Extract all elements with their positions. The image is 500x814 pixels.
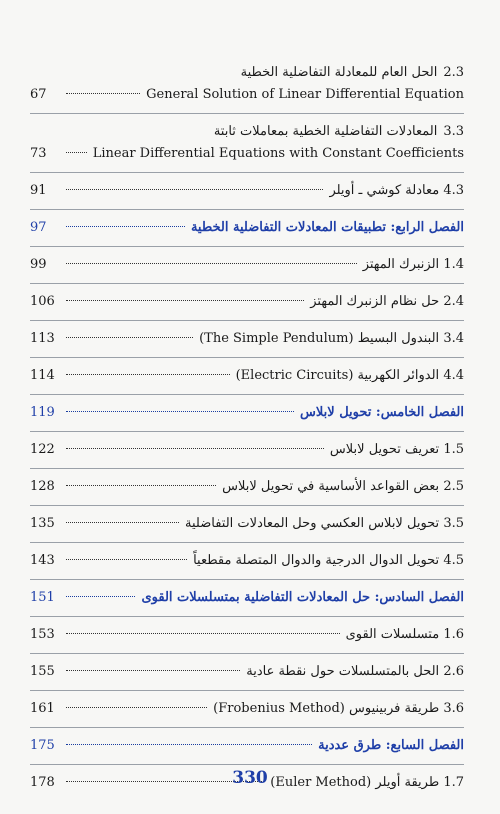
dot-leader (66, 559, 187, 560)
chapter-title: الفصل السادس: حل المعادلات التفاضلية بمتسلسلات القوى (141, 590, 464, 605)
toc-entry-row[interactable] (30, 626, 464, 644)
toc-entry-row[interactable] (30, 293, 464, 311)
toc-chapter-row[interactable] (30, 589, 464, 607)
dot-leader (66, 448, 324, 449)
toc-divider (30, 690, 464, 691)
toc-divider (30, 113, 464, 114)
toc-divider (30, 653, 464, 654)
toc-entry-title: 3.4 البندول البسيط (The Simple Pendulum) (199, 331, 464, 346)
toc-page-number: 73 (30, 146, 47, 161)
dot-leader (66, 485, 216, 486)
table-of-contents (30, 64, 464, 801)
dot-leader (66, 374, 230, 375)
section-title-arabic: المعادلات التفاضلية الخطية بمعاملات ثابتة (213, 124, 438, 139)
dot-leader (66, 522, 179, 523)
toc-divider (30, 320, 464, 321)
toc-entry-title: 4.4 الدوائر الكهربية (Electric Circuits) (235, 368, 464, 383)
toc-page-number: 178 (30, 775, 55, 790)
toc-divider (30, 394, 464, 395)
toc-divider (30, 283, 464, 284)
toc-entry-row[interactable] (30, 256, 464, 274)
toc-divider (30, 505, 464, 506)
toc-entry-row[interactable] (30, 145, 464, 163)
chapter-title: الفصل السابع: طرق عددية (318, 738, 464, 753)
dot-leader (66, 707, 207, 708)
toc-page-number: 155 (30, 664, 55, 679)
toc-entry-row[interactable] (30, 330, 464, 348)
page-number: 330 (232, 768, 268, 788)
toc-entry-title: 1.6 متسلسلات القوى (345, 627, 464, 642)
toc-chapter-row[interactable] (30, 219, 464, 237)
toc-divider (30, 579, 464, 580)
dot-leader (66, 411, 294, 412)
toc-entry-title: 4.5 تحويل الدوال الدرجية والدوال المتصلة مقطعياً (193, 553, 464, 568)
toc-divider (30, 542, 464, 543)
toc-page-number: 91 (30, 183, 47, 198)
toc-entry-row[interactable] (30, 367, 464, 385)
toc-divider (30, 357, 464, 358)
section-number: 3.3 (443, 124, 464, 139)
toc-page-number: 151 (30, 590, 55, 605)
dot-leader (66, 226, 185, 227)
toc-entry-row[interactable] (30, 515, 464, 533)
dot-leader (66, 670, 240, 671)
toc-entry-row[interactable] (30, 86, 464, 104)
toc-page-number: 106 (30, 294, 55, 309)
chapter-title: الفصل الرابع: تطبيقات المعادلات التفاضلية الخطية (190, 220, 464, 235)
toc-divider (30, 616, 464, 617)
toc-divider (30, 727, 464, 728)
toc-page-number: 128 (30, 479, 55, 494)
toc-chapter-row[interactable] (30, 737, 464, 755)
section-number: 2.3 (443, 65, 464, 80)
toc-entry-row[interactable] (30, 182, 464, 200)
dot-leader (66, 744, 312, 745)
toc-page-number: 67 (30, 87, 47, 102)
toc-entry-title: Linear Differential Equations with Constant Coefficients (92, 146, 464, 161)
toc-entry-title: 2.5 بعض القواعد الأساسية في تحويل لابلاس (222, 479, 464, 494)
toc-divider (30, 246, 464, 247)
toc-page-number: 143 (30, 553, 55, 568)
toc-divider (30, 431, 464, 432)
toc-entry-row[interactable] (30, 663, 464, 681)
toc-page-number: 161 (30, 701, 55, 716)
dot-leader (66, 93, 140, 94)
toc-entry-title: 4.3 معادلة كوشي ـ أويلر (329, 183, 464, 198)
toc-divider (30, 172, 464, 173)
toc-page-number: 175 (30, 738, 55, 753)
toc-entry-title: 1.5 تعريف تحويل لابلاس (329, 442, 464, 457)
toc-entry-row[interactable] (30, 552, 464, 570)
dot-leader (66, 633, 340, 634)
dot-leader (66, 189, 323, 190)
dot-leader (66, 263, 357, 264)
toc-entry-row[interactable] (30, 700, 464, 718)
toc-entry-row[interactable] (30, 478, 464, 496)
toc-page-number: 119 (30, 405, 55, 420)
toc-entry-title: 1.4 الزنبرك المهتز (362, 257, 464, 272)
toc-page-number: 135 (30, 516, 55, 531)
toc-entry-title: 2.4 حل نظام الزنبرك المهتز (310, 294, 464, 309)
toc-divider (30, 468, 464, 469)
toc-entry-title: 2.6 الحل بالمتسلسلات حول نقطة عادية (246, 664, 464, 679)
dot-leader (66, 337, 193, 338)
toc-chapter-row[interactable] (30, 404, 464, 422)
dot-leader (66, 300, 304, 301)
toc-page-number: 114 (30, 368, 55, 383)
section-title-arabic: الحل العام للمعادلة التفاضلية الخطية (240, 65, 438, 80)
dot-leader (66, 152, 87, 153)
toc-entry-row[interactable] (30, 441, 464, 459)
toc-entry-title: 3.5 تحويل لابلاس العكسي وحل المعادلات التفاضلية (185, 516, 464, 531)
toc-divider (30, 209, 464, 210)
toc-page-number: 97 (30, 220, 47, 235)
toc-divider (30, 764, 464, 765)
toc-section-title (30, 64, 464, 82)
toc-section-title (30, 123, 464, 141)
toc-page-number: 122 (30, 442, 55, 457)
toc-entry-title: 1.7 طريقة أويلر (Euler Method) (270, 775, 464, 790)
chapter-title: الفصل الخامس: تحويل لابلاس (300, 405, 464, 420)
toc-page-number: 99 (30, 257, 47, 272)
toc-page-number: 153 (30, 627, 55, 642)
toc-entry-title: 3.6 طريقة فربينيوس (Frobenius Method) (213, 701, 464, 716)
toc-page-number: 113 (30, 331, 55, 346)
dot-leader (66, 596, 135, 597)
toc-entry-title: General Solution of Linear Differential Equation (146, 87, 464, 102)
